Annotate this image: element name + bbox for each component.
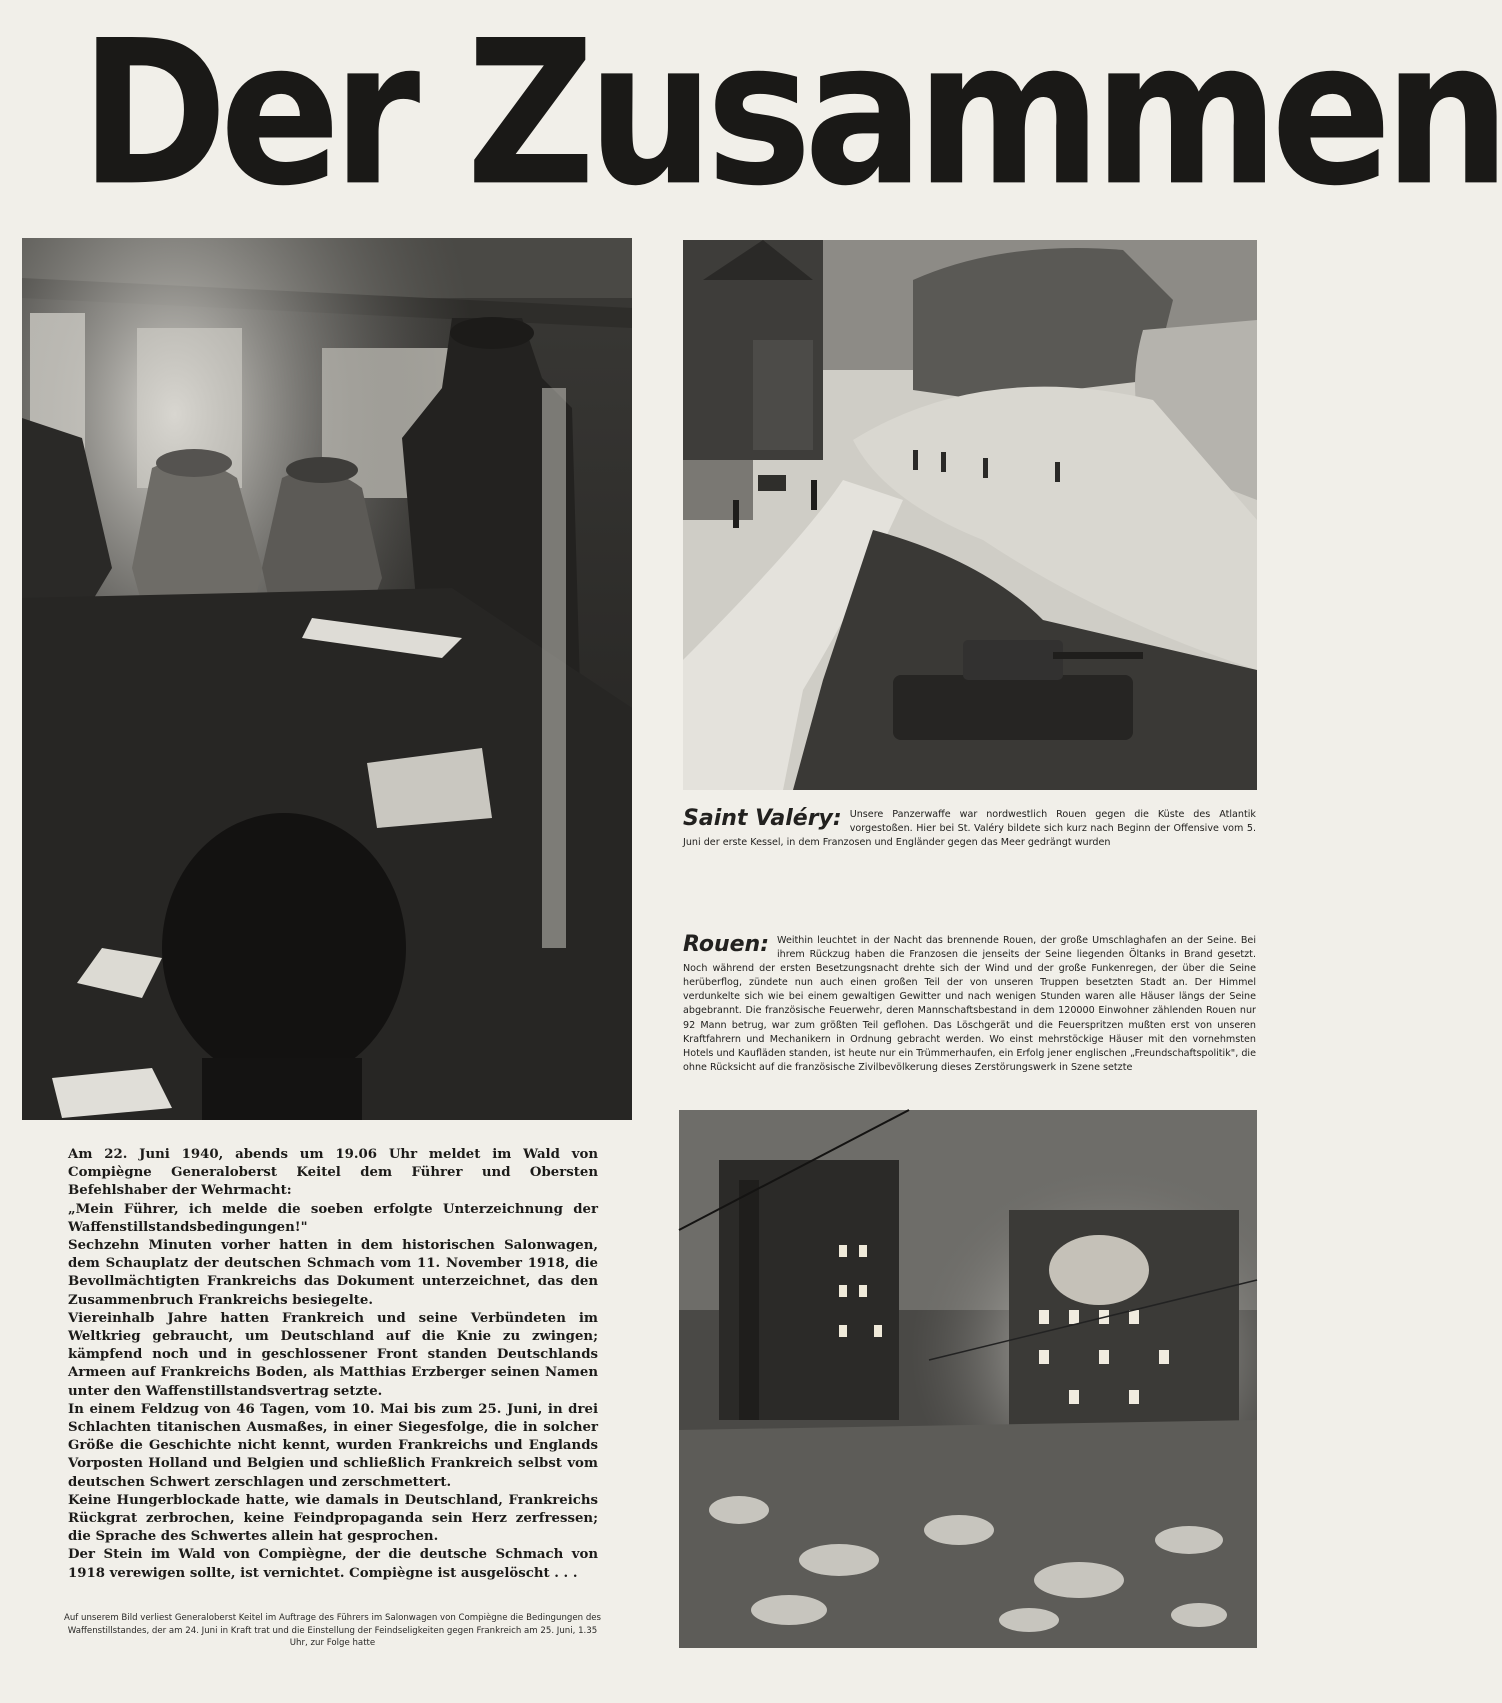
photo-footnote: Auf unserem Bild verliest Generaloberst Keitel im Auftrage des Führers im Salonwagen von Compiègne die Bedingungen des Waffenstillstandes, der am 24. Juni in Kraft trat und die Einstellung der Feindseligkeiten gegen Frankreich am 25. Juni, 1.35 Uhr, zur Folge hatte (63, 1613, 602, 1649)
article-paragraph-6: Keine Hungerblockade hatte, wie damals in Deutschland, Frankreichs Rückgrat zerbrochen, keine Feindpropaganda sein Herz zerfressen; die Sprache des Schwertes allein hat gesprochen. (68, 1492, 598, 1545)
saint-valery-photo-image (683, 240, 1257, 790)
rouen-caption (683, 934, 1256, 1075)
article-body (68, 1146, 598, 1583)
armistice-photo (22, 238, 632, 1120)
rouen-caption-title: Rouen: (683, 932, 770, 957)
headline: Der Zusammen (80, 0, 1502, 230)
article-paragraph-2: „Mein Führer, ich melde die soeben erfolgte Unterzeichnung der Waffenstillstandsbedingungen!" (68, 1201, 598, 1235)
article-paragraph-1: Am 22. Juni 1940, abends um 19.06 Uhr meldet im Wald von Compiègne Generaloberst Keitel dem Führer und Obersten Befehlshaber der Wehrmacht: (68, 1147, 598, 1199)
saint-valery-photo (683, 240, 1257, 790)
saint-valery-caption-title: Saint Valéry: (683, 806, 842, 831)
saint-valery-caption (683, 808, 1256, 850)
rouen-caption-text: Weithin leuchtet in der Nacht das brennende Rouen, der große Umschlaghafen an der Seine. Bei ihrem Rückzug haben die Franzosen die jenseits der Seine liegenden Öltanks in Brand gesetzt. Noch während der ersten Besetzungsnacht drehte sich der Wind und der große Funkenregen, der über die Seine herüberflog, zündete nun auch einen großen Teil der von unseren Truppen besetzten Stadt an. Der Himmel verdunkelte sich wie bei einem gewaltigen Gewitter und nach wenigen Stunden waren alle Häuser längs der Seine abgebrannt. Die französische Feuerwehr, deren Mannschaftsbestand in dem 120000 Einwohner zählenden Rouen nur 92 Mann betrug, war zum größten Teil geflohen. Das Löschgerät und die Feuerspritzen mußten erst von unseren Kraftfahrern und Mechanikern in Ordnung gebracht werden. Wo einst mehrstöckige Häuser mit den vornehmsten Hotels und Kaufläden standen, ist heute nur ein Trümmerhaufen, ein Erfolg jener englischen „Freundschaftspolitik", die ohne Rücksicht auf die französische Zivilbevölkerung dieses Zerstörungswerk in Szene setzte (683, 935, 1256, 1073)
rouen-photo-image (679, 1110, 1257, 1648)
article-paragraph-5: In einem Feldzug von 46 Tagen, vom 10. Mai bis zum 25. Juni, in drei Schlachten titanischen Ausmaßes, in einer Siegesfolge, die in solcher Größe die Geschichte nicht kennt, wurden Frankreichs und Englands Vorposten Holland und Belgien und schließlich Frankreich selbst vom deutschen Schwert zerschlagen und zerschmettert. (68, 1401, 598, 1490)
article-paragraph-3: Sechzehn Minuten vorher hatten in dem historischen Salonwagen, dem Schauplatz der deutschen Schmach vom 11. November 1918, die Bevollmächtigten Frankreichs das Dokument unterzeichnet, das den Zusammenbruch Frankreichs besiegelte. (68, 1238, 598, 1308)
armistice-photo-image (22, 238, 632, 1120)
rouen-photo (679, 1110, 1257, 1648)
article-paragraph-4: Viereinhalb Jahre hatten Frankreich und seine Verbündeten im Weltkrieg gebraucht, um Deutschland auf die Knie zu zwingen; kämpfend noch und in geschlossener Front standen Deutschlands Armeen auf Frankreichs Boden, als Matthias Erzberger seinen Namen unter den Waffenstillstandsvertrag setzte. (68, 1310, 598, 1399)
saint-valery-caption-text: Unsere Panzerwaffe war nordwestlich Rouen gegen die Küste des Atlantik vorgestoßen. Hier bei St. Valéry bildete sich kurz nach Beginn der Offensive vom 5. Juni der erste Kessel, in dem Franzosen und Engländer gegen das Meer gedrängt wurden (683, 809, 1256, 849)
article-paragraph-7: Der Stein im Wald von Compiègne, der die deutsche Schmach von 1918 verewigen sollte, ist vernichtet. Compiègne ist ausgelöscht . . . (68, 1547, 598, 1581)
